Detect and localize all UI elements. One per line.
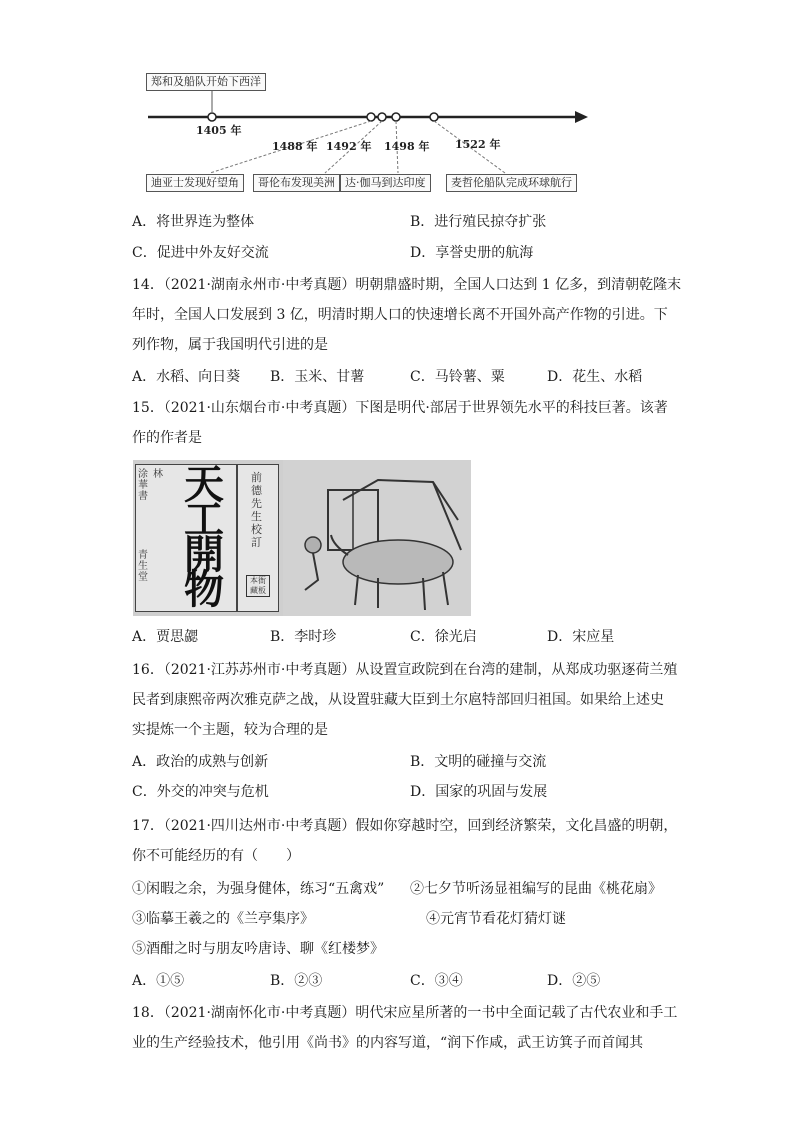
q16-option-d[interactable]: D．国家的巩固与发展 <box>410 784 548 800</box>
book-cover <box>135 461 237 613</box>
q17-item-4: ④元宵节看花灯猜灯谜 <box>426 911 566 927</box>
q13-option-b[interactable]: B．进行殖民掠夺扩张 <box>410 214 547 230</box>
q17-line-1: 17．（2021·四川达州市·中考真题）假如你穿越时空，回到经济繁荣，文化昌盛的明朝， <box>132 818 678 834</box>
q15-line-1: 15．（2021·山东烟台市·中考真题）下图是明代·部居于世界领先水平的科技巨著。该著 <box>132 400 668 416</box>
q17-item-1: ①闲暇之余，为强身健体，练习“五禽戏” <box>132 881 385 897</box>
book-side-panel <box>237 464 279 612</box>
year-label-1405: 1405 年 <box>196 124 242 137</box>
timeline-top-event: 郑和及船队开始下西洋 <box>146 73 266 91</box>
book-right-col: 前德先生校訂 <box>251 471 262 549</box>
ox-mill-illustration <box>283 460 471 616</box>
q18-line-1: 18．（2021·湖南怀化市·中考真题）明代宋应星所著的一书中全面记载了古代农业和手工 <box>132 1005 678 1021</box>
tiangong-kaiwu-image <box>133 460 471 616</box>
timeline-event-dias: 迪亚士发现好望角 <box>146 174 244 192</box>
book-title-char-4: 物 <box>184 566 224 613</box>
book-title <box>176 461 232 613</box>
q17-option-c[interactable]: C．③④ <box>410 973 463 989</box>
q14-line-3: 列作物，属于我国明代引进的是 <box>132 337 328 353</box>
q13-option-a[interactable]: A．将世界连为整体 <box>132 214 255 230</box>
q14-option-b[interactable]: B．玉米、甘薯 <box>270 369 365 385</box>
q17-option-a[interactable]: A．①⑤ <box>132 973 185 989</box>
point-1492 <box>378 113 386 121</box>
q17-option-d[interactable]: D．②⑤ <box>547 973 601 989</box>
timeline-arrowhead <box>575 111 588 123</box>
point-1488 <box>367 113 375 121</box>
book-title-char-3: 開 <box>184 531 224 578</box>
book-left-col-2: 林 <box>153 469 163 480</box>
book-seal: 本衙藏板 <box>246 575 270 597</box>
book-title-char-2: 工 <box>184 496 224 543</box>
q17-line-2: 你不可能经历的有（ ） <box>132 848 300 864</box>
timeline-event-magellan: 麦哲伦船队完成环球航行 <box>446 174 577 192</box>
q16-line-2: 民者到康熙帝两次雅克萨之战，从设置驻藏大臣到土尔扈特部回归祖国。如果给上述史 <box>132 692 664 708</box>
timeline-event-columbus: 哥伦布发现美洲 <box>253 174 340 192</box>
q14-option-a[interactable]: A．水稻、向日葵 <box>132 369 241 385</box>
year-label-1492: 1492 年 <box>326 140 372 153</box>
q15-option-b[interactable]: B．李时珍 <box>270 629 337 645</box>
q13-option-c[interactable]: C．促进中外友好交流 <box>132 245 269 261</box>
q14-line-2: 年时，全国人口发展到 3 亿，明清时期人口的快速增长离不开国外高产作物的引进。下 <box>132 307 668 323</box>
q16-option-b[interactable]: B．文明的碰撞与交流 <box>410 754 547 770</box>
year-label-1522: 1522 年 <box>455 138 501 151</box>
q15-option-c[interactable]: C．徐光启 <box>410 629 477 645</box>
q14-line-1: 14．（2021·湖南永州市·中考真题）明朝鼎盛时期，全国人口达到 1 亿多，到清朝乾隆末 <box>132 277 682 293</box>
year-label-1498: 1498 年 <box>384 140 430 153</box>
q17-option-b[interactable]: B．②③ <box>270 973 323 989</box>
q16-option-c[interactable]: C．外交的冲突与危机 <box>132 784 269 800</box>
timeline-event-gama: 达·伽马到达印度 <box>340 174 431 192</box>
point-1405 <box>208 113 216 121</box>
q17-item-5: ⑤酒酣之时与朋友吟唐诗、聊《红楼梦》 <box>132 941 384 957</box>
q16-option-a[interactable]: A．政治的成熟与创新 <box>132 754 269 770</box>
q14-option-d[interactable]: D．花生、水稻 <box>547 369 643 385</box>
q18-line-2: 业的生产经验技术，他引用《尚书》的内容写道，“润下作咸，武王访箕子而首闻其 <box>132 1035 644 1051</box>
q17-item-2: ②七夕节听汤显祖编写的昆曲《桃花扇》 <box>410 881 662 897</box>
q13-option-d[interactable]: D．享誉史册的航海 <box>410 245 534 261</box>
q15-option-a[interactable]: A．贾思勰 <box>132 629 199 645</box>
point-1498 <box>392 113 400 121</box>
q16-line-1: 16．（2021·江苏苏州市·中考真题）从设置宣政院到在台湾的建制，从郑成功驱逐荷兰殖 <box>132 662 678 678</box>
year-label-1488: 1488 年 <box>272 140 318 153</box>
book-left-col-3: 青生堂 <box>138 550 148 583</box>
q16-line-3: 实提炼一个主题，较为合理的是 <box>132 722 328 738</box>
q15-option-d[interactable]: D．宋应星 <box>547 629 615 645</box>
q17-item-3: ③临摹王羲之的《兰亭集序》 <box>132 911 314 927</box>
book-left-col-1: 涂華書 <box>138 469 148 502</box>
q15-line-2: 作的作者是 <box>132 430 202 446</box>
point-1522 <box>430 113 438 121</box>
q14-option-c[interactable]: C．马铃薯、粟 <box>410 369 505 385</box>
book-title-char-1: 天 <box>184 461 224 508</box>
